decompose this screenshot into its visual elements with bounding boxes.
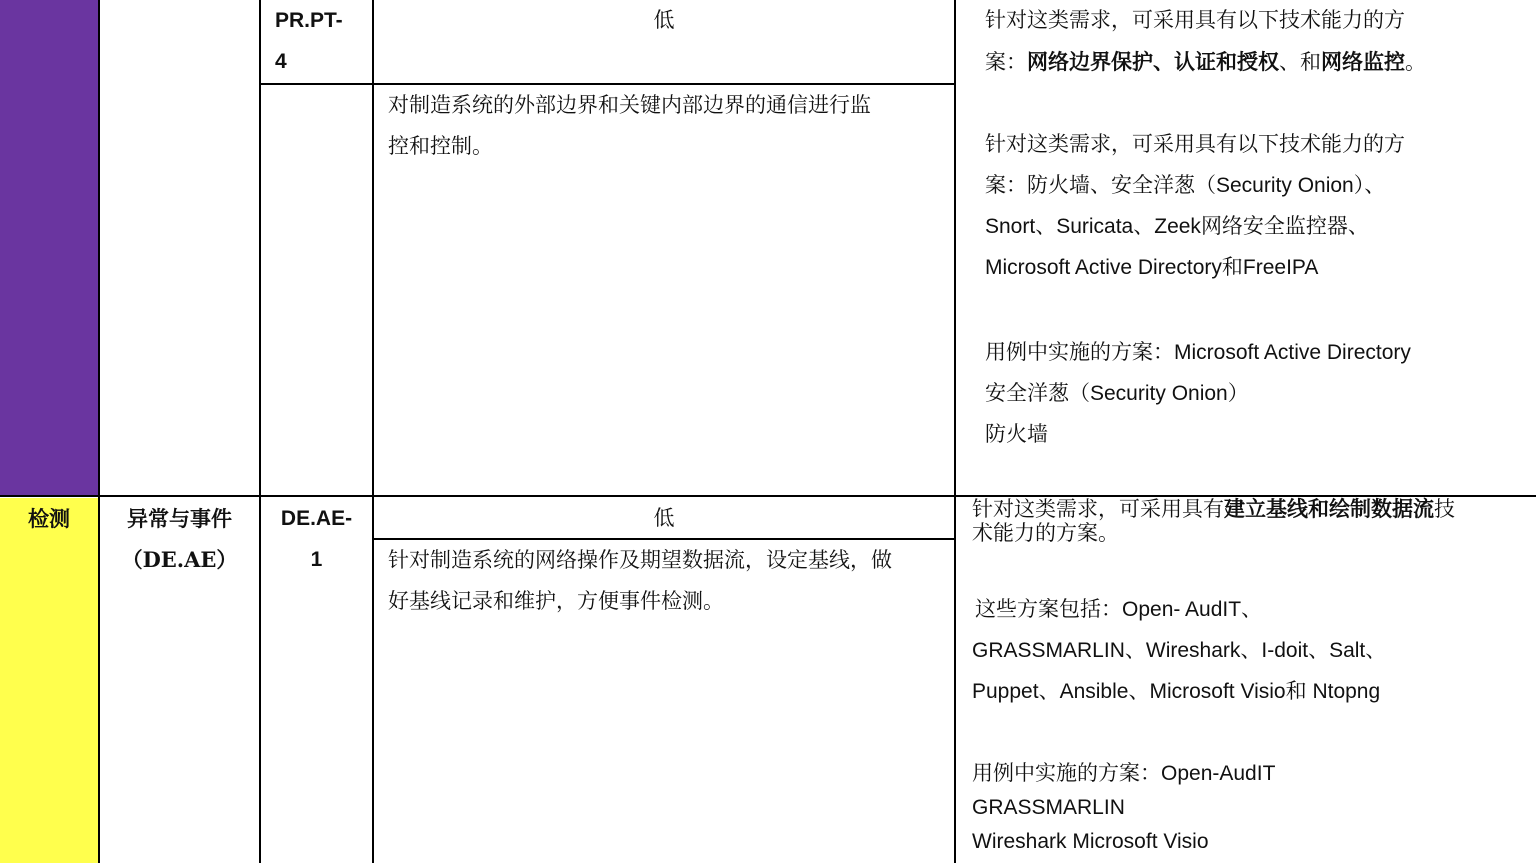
category-name: 异常与事件 （DE.AE） (121, 506, 238, 572)
notes-line: 针对这类需求，可采用具有以下技术能力的方 (985, 8, 1405, 32)
notes-line: 针对这类需求，可采用具有以下技术能力的方 (985, 132, 1405, 156)
notes-line: 术能力的方案。 (972, 521, 1119, 545)
notes-line: Microsoft Active Directory和FreeIPA (985, 255, 1319, 279)
security-level: 低 (653, 8, 675, 32)
notes-line: 用例中实施的方案：Microsoft Active Directory (985, 340, 1411, 364)
notes-line: 案：网络边界保护、认证和授权、和网络监控。 (985, 49, 1426, 74)
table-border (954, 0, 956, 863)
function-color-bar-detect (0, 498, 99, 863)
table-border (372, 0, 374, 863)
notes-line: 用例中实施的方案：Open-AudIT (972, 761, 1276, 785)
notes-line: Puppet、Ansible、Microsoft Visio和 Ntopng (972, 679, 1381, 703)
notes-line: 针对这类需求，可采用具有建立基线和绘制数据流技 (972, 496, 1455, 521)
notes-line: 防火墙 (985, 422, 1048, 446)
notes-line: Snort、Suricata、Zeek网络安全监控器、 (985, 214, 1369, 238)
notes-line: Wireshark Microsoft Visio (972, 830, 1209, 853)
notes-line: 安全洋葱（Security Onion） (985, 381, 1249, 405)
notes-line: 案：防火墙、安全洋葱（Security Onion）、 (985, 173, 1386, 197)
function-name: 检测 (28, 506, 70, 531)
function-color-bar-protect (0, 0, 99, 495)
security-level: 低 (653, 506, 675, 530)
notes-line: GRASSMARLIN (972, 796, 1125, 819)
notes-line: GRASSMARLIN、Wireshark、I-doit、Salt、 (972, 638, 1387, 662)
requirement-description: 针对制造系统的网络操作及期望数据流，设定基线，做 好基线记录和维护，方便事件检测。 (388, 548, 892, 613)
subcategory-code: DE.AE- 1 (280, 507, 353, 571)
requirement-description: 对制造系统的外部边界和关键内部边界的通信进行监 控和控制。 (388, 93, 871, 158)
table-border (98, 0, 100, 863)
notes-line: 这些方案包括：Open- AudIT、 (975, 597, 1263, 621)
table-border (259, 0, 261, 863)
subcategory-code: PR.PT- 4 (275, 9, 343, 73)
